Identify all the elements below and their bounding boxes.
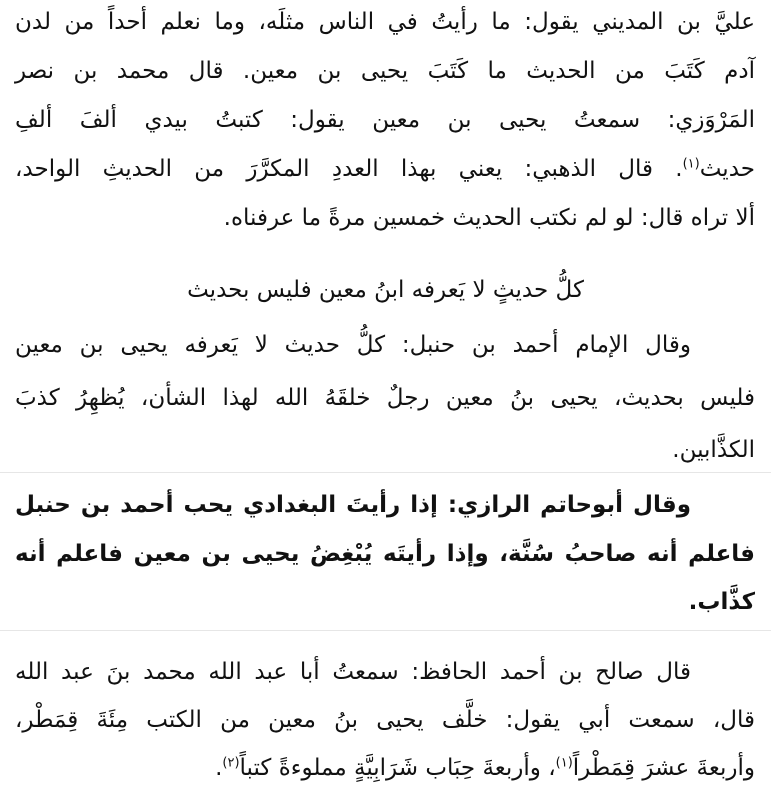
text-line: وقال الإمام أحمد بن حنبل: كلُّ حديث لا يَعرفه يحيى بن معين: [15, 332, 691, 358]
text-line: فاعلم أنه صاحبُ سُنَّة، وإذا رأيتَه يُبْغِضُ يحيى بن معين فاعلم أنه: [15, 541, 755, 567]
text-line: المَرْوَزي: سمعتُ يحيى بن معين يقول: كتبتُ بيدي ألفَ ألفِ: [15, 107, 755, 133]
footnote-ref[interactable]: (١): [682, 156, 700, 172]
footnote-ref[interactable]: (١): [555, 755, 573, 771]
text-fragment: ، وأربعةَ حِبَاب شَرَابِيَّةٍ مملوءةً كتباً: [239, 755, 556, 781]
text-fragment: .: [215, 755, 223, 781]
text-line: [15, 147, 755, 191]
text-line: آدم كَتَبَ من الحديث ما كَتَبَ يحيى بن معين. قال محمد بن نصر: [15, 58, 755, 84]
text-fragment: وأربعةَ عشرَ قِمَطْراً: [572, 755, 755, 781]
text-line: فليس بحديث، يحيى بنُ معين رجلٌ خلقَهُ الله لهذا الشأن، يُظهِرُ كذبَ: [15, 385, 755, 411]
text-line: الكذَّابين.: [672, 437, 755, 463]
text-fragment: . قال الذهبي: يعني بهذا العددِ المكرَّرَ من الحديثِ الواحد،: [15, 156, 683, 182]
text-line: قال صالح بن أحمد الحافظ: سمعتُ أبا عبد الله محمد بنَ عبد الله: [15, 659, 691, 685]
text-line: [15, 746, 755, 790]
divider: [0, 630, 771, 631]
text-line: عليَّ بن المديني يقول: ما رأيتُ في الناس مثلَه، وما نعلم أحداً من لدن: [15, 9, 755, 35]
footnote-ref[interactable]: (٢): [222, 755, 240, 771]
text-line: وقال أبوحاتم الرازي: إذا رأيتَ البغدادي يحب أحمد بن حنبل: [15, 492, 691, 518]
text-line: كذَّاب.: [688, 589, 755, 615]
text-fragment: حديث: [699, 156, 755, 182]
divider: [0, 472, 771, 473]
verse-line: كلُّ حديثٍ لا يَعرفه ابنُ معين فليس بحديث: [187, 277, 584, 303]
text-line: قال، سمعت أبي يقول: خلَّف يحيى بنُ معين من الكتب مِئَةَ قِمَطْر،: [15, 707, 755, 733]
text-line: ألا تراه قال: لو لم نكتب الحديث خمسين مرةً ما عرفناه.: [223, 205, 755, 231]
